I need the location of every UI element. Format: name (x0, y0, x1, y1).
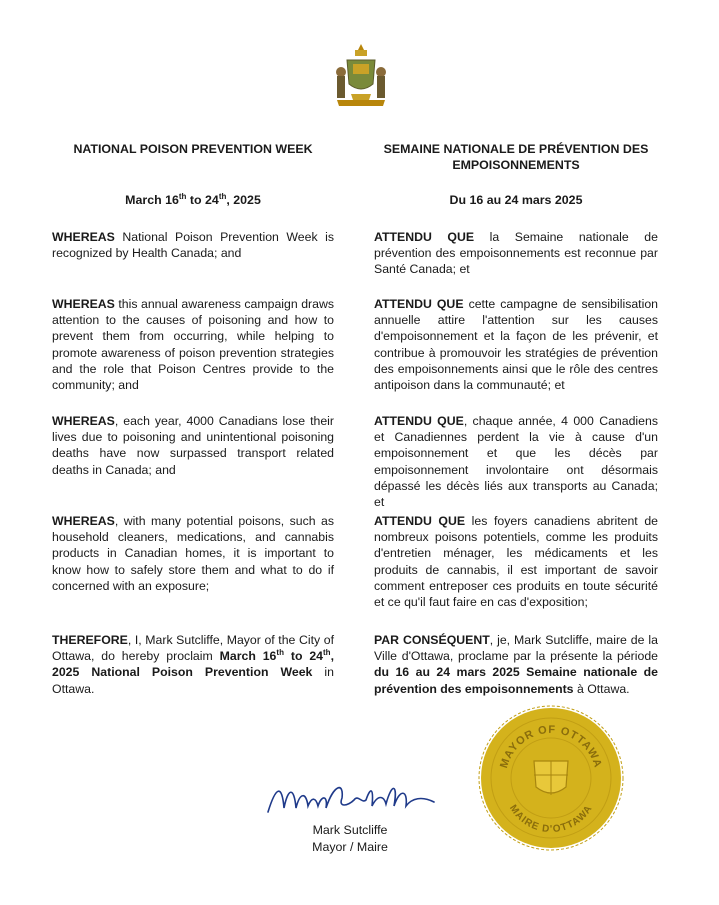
english-whereas-1: WHEREAS National Poison Prevention Week is recognized by Health Canada; and (52, 230, 334, 261)
french-attendu-3: ATTENDU QUE, chaque année, 4 000 Canadiens et Canadiennes perdent la vie à cause d'un empoisonnement et que les décès par empoisonnement involontaire ont désormais dépassé les décès liés aux transports au Canada; et (374, 414, 658, 510)
english-whereas-2: WHEREAS this annual awareness campaign draws attention to the causes of poisoning and how to prevent them from occurring, while helping to promote awareness of poison prevention strategies and the role that Poison Centres provide to the community; and (52, 297, 334, 393)
english-title: NATIONAL POISON PREVENTION WEEK (73, 142, 313, 156)
french-attendu-2: ATTENDU QUE cette campagne de sensibilisation annuelle attire l'attention sur les causes d'empoisonnement et la façon de les prévenir, et contribue à promouvoir les stratégies de prévention des empoisonnements ainsi que le rôle des centres antipoison dans la communauté; et (374, 297, 659, 393)
handwritten-signature (262, 778, 442, 820)
signatory-title: Mayor / Maire (312, 840, 388, 854)
english-whereas-4: WHEREAS, with many potential poisons, such as household cleaners, medications, and cannabis products in Canadian homes, it is important to know how to safely store them and what to do if concerned with an exposure; (52, 514, 334, 593)
english-whereas-3: WHEREAS, each year, 4000 Canadians lose their lives due to poisoning and unintentional poisoning deaths have now surpassed transport related deaths in Canada; and (52, 414, 334, 477)
seal-top-text: MAYOR OF OTTAWA (498, 723, 604, 770)
signatory-name: Mark Sutcliffe (312, 823, 388, 837)
seal-bottom-text: MAIRE D'OTTAWA (507, 803, 595, 836)
english-therefore: THEREFORE, I, Mark Sutcliffe, Mayor of the City of Ottawa, do hereby proclaim March 16th to 24th, 2025 National Poison Prevention Week in Ottawa. (52, 633, 334, 696)
french-attendu-1: ATTENDU QUE la Semaine nationale de prévention des empoisonnements est reconnue par Santé Canada; et (374, 230, 658, 277)
french-title: SEMAINE NATIONALE DE PRÉVENTION DES EMPOISONNEMENTS (383, 142, 649, 172)
french-par-consequent: PAR CONSÉQUENT, je, Mark Sutcliffe, maire de la Ville d'Ottawa, proclame par la présente la période du 16 au 24 mars 2025 Semaine nationale de prévention des empoisonnements à Ottawa. (374, 633, 658, 696)
ottawa-coat-of-arms-icon (333, 42, 389, 110)
mayor-seal-icon (476, 703, 626, 853)
french-dates: Du 16 au 24 mars 2025 (449, 193, 583, 207)
french-attendu-4: ATTENDU QUE les foyers canadiens abritent de nombreux poisons potentiels, comme les produits d'entretien ménager, les médicaments et les produits de cannabis, il est important de savoir comment entreposer ces produits en toute sécurité et ce qu'il faut faire en cas d'exposition; (374, 514, 658, 610)
english-dates: March 16th to 24th, 2025 (125, 191, 261, 207)
